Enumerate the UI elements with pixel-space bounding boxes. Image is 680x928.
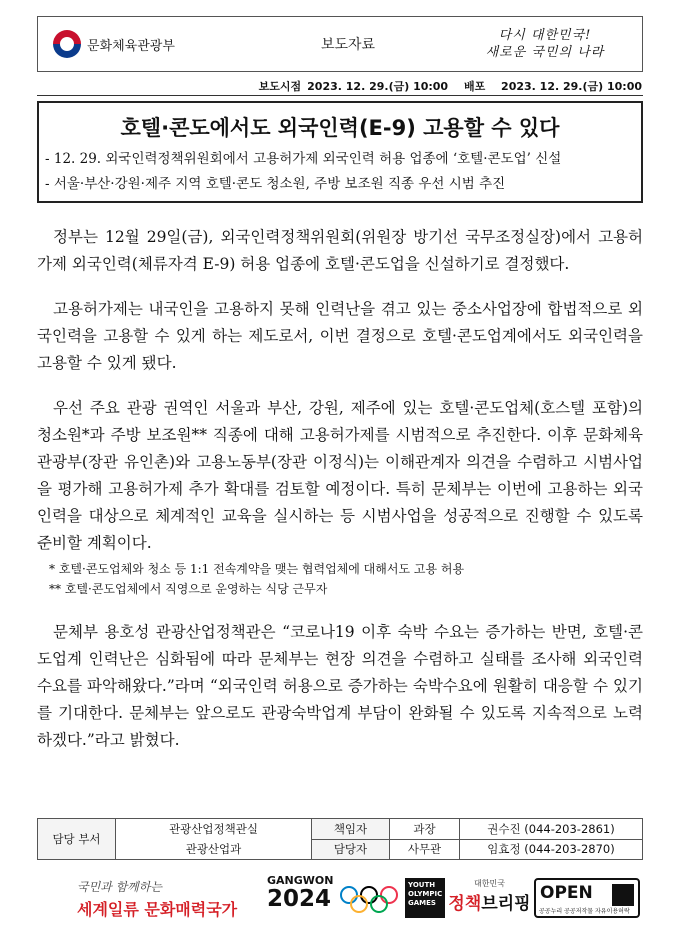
person-1: 권수진 (044-203-2861) [460, 819, 643, 840]
paragraph-4: 문체부 용호성 관광산업정책관은 “코로나19 이후 숙박 수요는 증가하는 반면, 호텔·콘도업계 인력난은 심화됨에 따라 문체부는 현장 의견을 수렴하고 실태를 조사해 외국인력 수요를 파악해왔다.”라며 “외국인력 허용으로 증가하는 숙박수요에 원활히 대응할 수 있기를 기대한다. 문체부는 앞으로도 관광숙박업계 부담이 완화될 수 있도록 지속적으로 노력하겠다.”라고 밝혔다. [37, 623, 643, 749]
slogan-line-1: 다시 대한민국! [498, 28, 592, 43]
dept-1: 관광산업정책관실 [169, 822, 258, 836]
ministry-logo [38, 30, 248, 58]
policy-briefing-logo: 대한민국 정책브리핑 [448, 879, 531, 914]
kogl-badge-icon [612, 884, 634, 906]
report-time: 2023. 12. 29.(금) 10:00 [307, 80, 449, 93]
contact-table [37, 818, 643, 860]
article-body [37, 224, 643, 772]
footnotes [37, 559, 643, 599]
subtitle-1: - 12. 29. 외국인력정책위원회에서 고용허가제 외국인력 허용 업종에 ‘호텔·콘도업’ 신설 [45, 151, 562, 167]
footnote-1: * 호텔·콘도업체와 청소 등 1:1 전속계약을 맺는 협력업체에 대해서도 고용 허용 [49, 562, 465, 576]
title-2: 사무관 [390, 839, 460, 860]
youth-olympic-games-logo: YOUTH OLYMPIC GAMES [405, 878, 445, 918]
subtitle-2: - 서울·부산·강원·제주 지역 호텔·콘도 청소원, 주방 보조원 직종 우선 시범 추진 [45, 176, 506, 192]
subtitles [39, 147, 641, 197]
role-1: 책임자 [312, 819, 390, 840]
taeguk-emblem-icon [53, 30, 81, 58]
slogan-line-2: 새로운 국민의 나라 [485, 45, 605, 60]
dept-2: 관광산업과 [185, 842, 242, 856]
footnote-2: ** 호텔·콘도업체에서 직영으로 운영하는 식당 근무자 [49, 582, 328, 596]
role-2: 담당자 [312, 839, 390, 860]
title-box [37, 101, 643, 203]
ministry-name: 문화체육관광부 [87, 38, 175, 54]
gangwon-2024-logo: GANGWON 2024 [267, 874, 334, 912]
release-times [259, 78, 642, 94]
footer-logos [37, 870, 643, 926]
divider [37, 95, 643, 96]
doc-type: 보도자료 [320, 37, 376, 53]
culture-slogan-logo: 국민과 함께하는 세계일류 문화매력국가 [77, 880, 238, 919]
header-box [37, 16, 643, 72]
olympic-rings-icon [339, 884, 399, 916]
kogl-open-logo: OPEN 공공누리 공공저작물 자유이용허락 [534, 878, 640, 918]
headline: 호텔·콘도에서도 외국인력(E-9) 고용할 수 있다 [120, 116, 560, 140]
dept-label: 담당 부서 [38, 819, 116, 860]
dist-time: 2023. 12. 29.(금) 10:00 [501, 80, 642, 93]
slogan [448, 27, 642, 61]
paragraph-2: 고용허가제는 내국인을 고용하지 못해 인력난을 겪고 있는 중소사업장에 합법적으로 외국인력을 고용할 수 있게 하는 제도로서, 이번 결정으로 호텔·콘도업계에서도 외국인력을 고용할 수 있게 됐다. [37, 300, 643, 372]
title-1: 과장 [390, 819, 460, 840]
dist-label: 배포 [463, 80, 486, 93]
paragraph-3: 우선 주요 관광 권역인 서울과 부산, 강원, 제주에 있는 호텔·콘도업체(호스텔 포함)의 청소원*과 주방 보조원** 직종에 대해 고용허가제를 시범적으로 추진한다. 이후 문화체육관광부(장관 유인촌)와 고용노동부(장관 이정식)는 이해관계자 의견을 수렴하고 시범사업을 평가해 고용허가제 추가 확대를 검토할 예정이다. 특히 문체부는 이번에 고용하는 외국인력을 대상으로 체계적인 교육을 실시하는 등 시범사업을 성공적으로 진행할 수 있도록 준비할 계획이다. [37, 399, 643, 552]
paragraph-1: 정부는 12월 29일(금), 외국인력정책위원회(위원장 방기선 국무조정실장)에서 고용허가제 외국인력(체류자격 E-9) 허용 업종에 호텔·콘도업을 신설하기로 결정했다. [37, 228, 643, 273]
report-label: 보도시점 [258, 80, 302, 93]
person-2: 임효정 (044-203-2870) [460, 839, 643, 860]
dept-names [116, 819, 312, 860]
